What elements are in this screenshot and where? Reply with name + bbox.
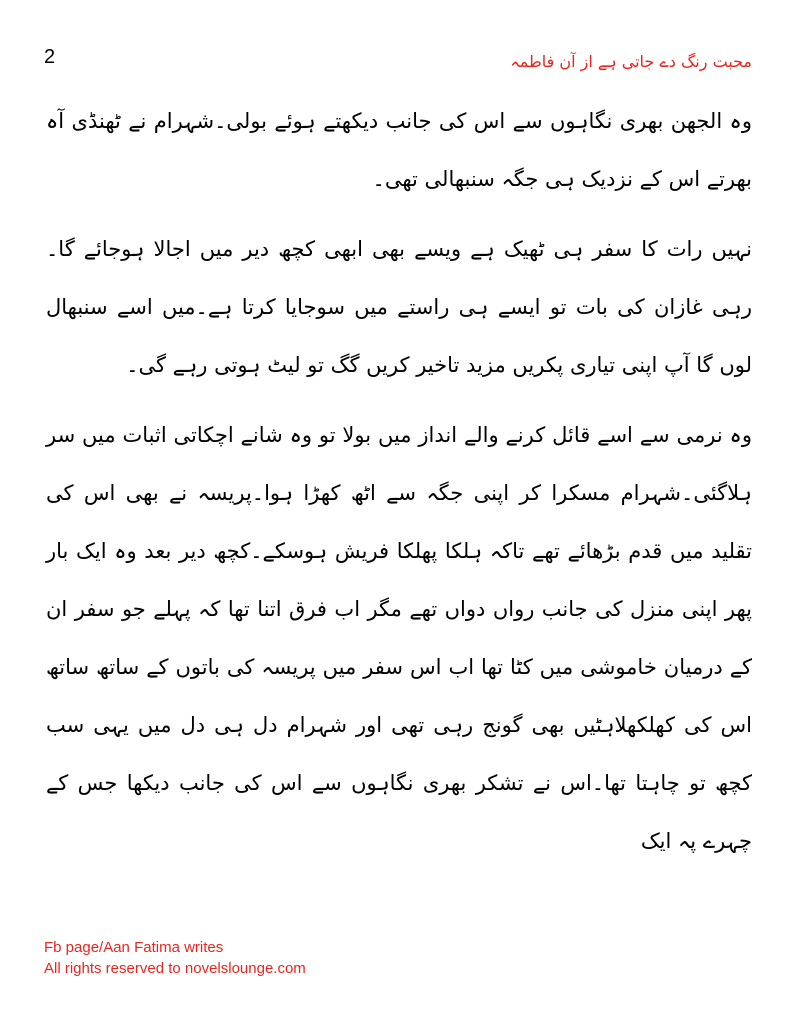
paragraph-1: وہ الجھن بھری نگاہوں سے اس کی جانب دیکھتے ہوئے بولی۔شہرام نے ٹھنڈی آہ بھرتے اس کے نزدیک ہی جگہ سنبھالی تھی۔ <box>46 109 752 191</box>
footer <box>44 937 306 979</box>
paragraph-3: وہ نرمی سے اسے قائل کرنے والے انداز میں بولا تو وہ شانے اچکاتی اثبات میں سر ہلاگئی۔شہرام مسکرا کر اپنی جگہ سے اٹھ کھڑا ہوا۔پریسہ نے بھی اس کی تقلید میں قدم بڑھائے تھے تاکہ ہلکا پھلکا فریش ہوسکے۔کچھ دیر بعد وہ ایک بار پھر اپنی منزل کی جانب رواں دواں تھے مگر اب فرق اتنا تھا کہ پہلے جو سفر ان کے درمیان خاموشی میں کٹا تھا اب اس سفر میں پریسہ کی باتوں کے ساتھ ساتھ اس کی کھلکھلاہٹیں بھی گونج رہی تھی اور شہرام دل ہی دل میں یہی سب کچھ تو چاہتا تھا۔اس نے تشکر بھری نگاہوں سے اس کی جانب دیکھا جس کے چہرے پہ ایک <box>46 423 752 853</box>
footer-fb-page: Fb page/Aan Fatima writes <box>44 939 224 956</box>
page-number: 2 <box>44 46 56 68</box>
header-title: محبت رنگ دے جاتی ہے از آن فاطمہ <box>510 52 752 71</box>
footer-copyright: All rights reserved to novelslounge.com <box>44 960 306 977</box>
paragraph-2: نہیں رات کا سفر ہی ٹھیک ہے ویسے بھی ابھی کچھ دیر میں اجالا ہوجائے گا۔رہی غازان کی بات تو ایسے ہی راستے میں سوجایا کرتا ہے۔میں اسے سنبھال لوں گا آپ اپنی تیاری پکریں مزید تاخیر کریں گگ تو لیٹ ہوتی رہے گی۔ <box>46 237 752 377</box>
body-text <box>46 92 752 870</box>
